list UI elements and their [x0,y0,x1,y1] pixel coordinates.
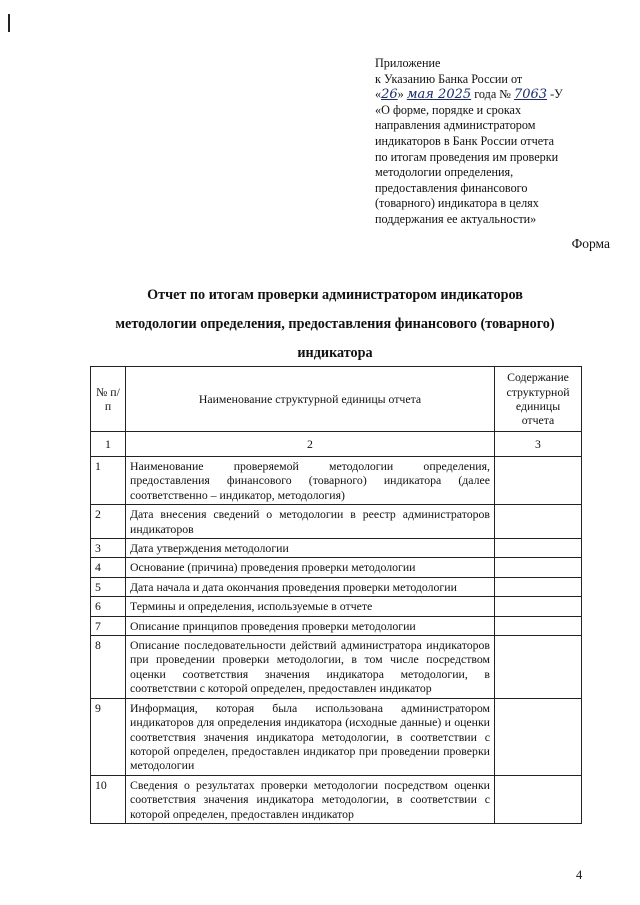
document-title [60,281,610,368]
row-num: 6 [91,597,126,616]
row-name: Термины и определения, используемые в отчете [126,597,495,616]
row-name: Сведения о результатах проверки методологии посредством оценки соответствия значения индикатора методологии, в соответствии с которой определен, предоставлен индикатор [126,775,495,823]
row-num: 1 [91,457,126,505]
row-content-cell [495,775,582,823]
column-number-row [91,432,582,457]
appendix-desc-line: индикаторов в Банк России отчета [375,133,555,148]
row-content-cell [495,457,582,505]
appendix-block [375,56,593,228]
row-content-cell [495,577,582,596]
table-row [91,636,582,699]
date-month: мая 2025 [406,87,472,103]
table-row [91,698,582,775]
table-row [91,558,582,577]
row-content-cell [495,616,582,635]
col-number: 2 [126,432,495,457]
appendix-desc-line: (товарного) индикатора в целях [375,196,539,211]
row-num: 7 [91,616,126,635]
table-row [91,539,582,558]
row-num: 3 [91,539,126,558]
row-content-cell [495,505,582,539]
title-line: Отчет по итогам проверки администратором индикаторов [147,287,523,303]
table-header-row [91,367,582,432]
title-line: методологии определения, предоставления финансового (товарного) [115,316,555,332]
appendix-desc-line: поддержания ее актуальности» [375,211,537,226]
row-content-cell [495,597,582,616]
date-close-quote: » [397,87,404,102]
row-content-cell [495,558,582,577]
row-content-cell [495,539,582,558]
row-num: 2 [91,505,126,539]
header-content: Содержание структурной единицы отчета [495,367,582,432]
date-open-quote: « [375,87,382,102]
row-num: 8 [91,636,126,699]
row-num: 10 [91,775,126,823]
row-content-cell [495,636,582,699]
appendix-desc-line: методологии определения, [375,165,514,180]
form-label: Форма [571,236,610,251]
header-name: Наименование структурной единицы отчета [126,367,495,432]
row-name: Описание принципов проведения проверки методологии [126,616,495,635]
appendix-desc-line: по итогам проведения им проверки [375,149,559,164]
appendix-desc-line: предоставления финансового [375,180,528,195]
row-num: 9 [91,698,126,775]
row-name: Дата внесения сведений о методологии в реестр администраторов индикаторов [126,505,495,539]
row-name: Информация, которая была использована администратором индикаторов для определения индикатора (исходные данные) и оценки соответствия значения индикатора методологии, в соответствии с которой определен, предоставлен индикатор при проведении проверки методологии [126,698,495,775]
table-row [91,616,582,635]
table-row [91,775,582,823]
page-number: 4 [576,868,583,882]
row-name: Дата начала и дата окончания проведения проверки методологии [126,577,495,596]
appendix-line-1: Приложение [375,56,441,70]
col-number: 1 [91,432,126,457]
row-num: 4 [91,558,126,577]
row-name: Наименование проверяемой методологии определения, предоставления финансового (товарного) индикатора (далее соответственно – индикатор, методология) [126,457,495,505]
title-line: индикатора [297,345,373,361]
row-content-cell [495,698,582,775]
date-year-text: года № [474,87,511,102]
table-row [91,505,582,539]
appendix-date-line [375,87,593,103]
table-row [91,577,582,596]
appendix-desc-line: «О форме, порядке и сроках [375,102,522,117]
col-number: 3 [495,432,582,457]
header-num: № п/п [91,367,126,432]
table-row [91,457,582,505]
row-name: Основание (причина) проведения проверки методологии [126,558,495,577]
table-row [91,597,582,616]
row-num: 5 [91,577,126,596]
row-name: Дата утверждения методологии [126,539,495,558]
appendix-desc-line: направления администратором [375,118,536,133]
appendix-line-2: к Указанию Банка России от [375,71,523,86]
doc-suffix: -У [550,87,563,102]
date-day: 26 [381,87,398,103]
doc-number: 7063 [513,87,548,103]
report-structure-table [90,366,582,824]
margin-mark [8,14,10,32]
row-name: Описание последовательности действий администратора индикаторов при проведении проверки методологии, в том числе посредством оценки соответствия значения индикатора методологии, в соответствии с которой определен, предоставлен индикатор [126,636,495,699]
